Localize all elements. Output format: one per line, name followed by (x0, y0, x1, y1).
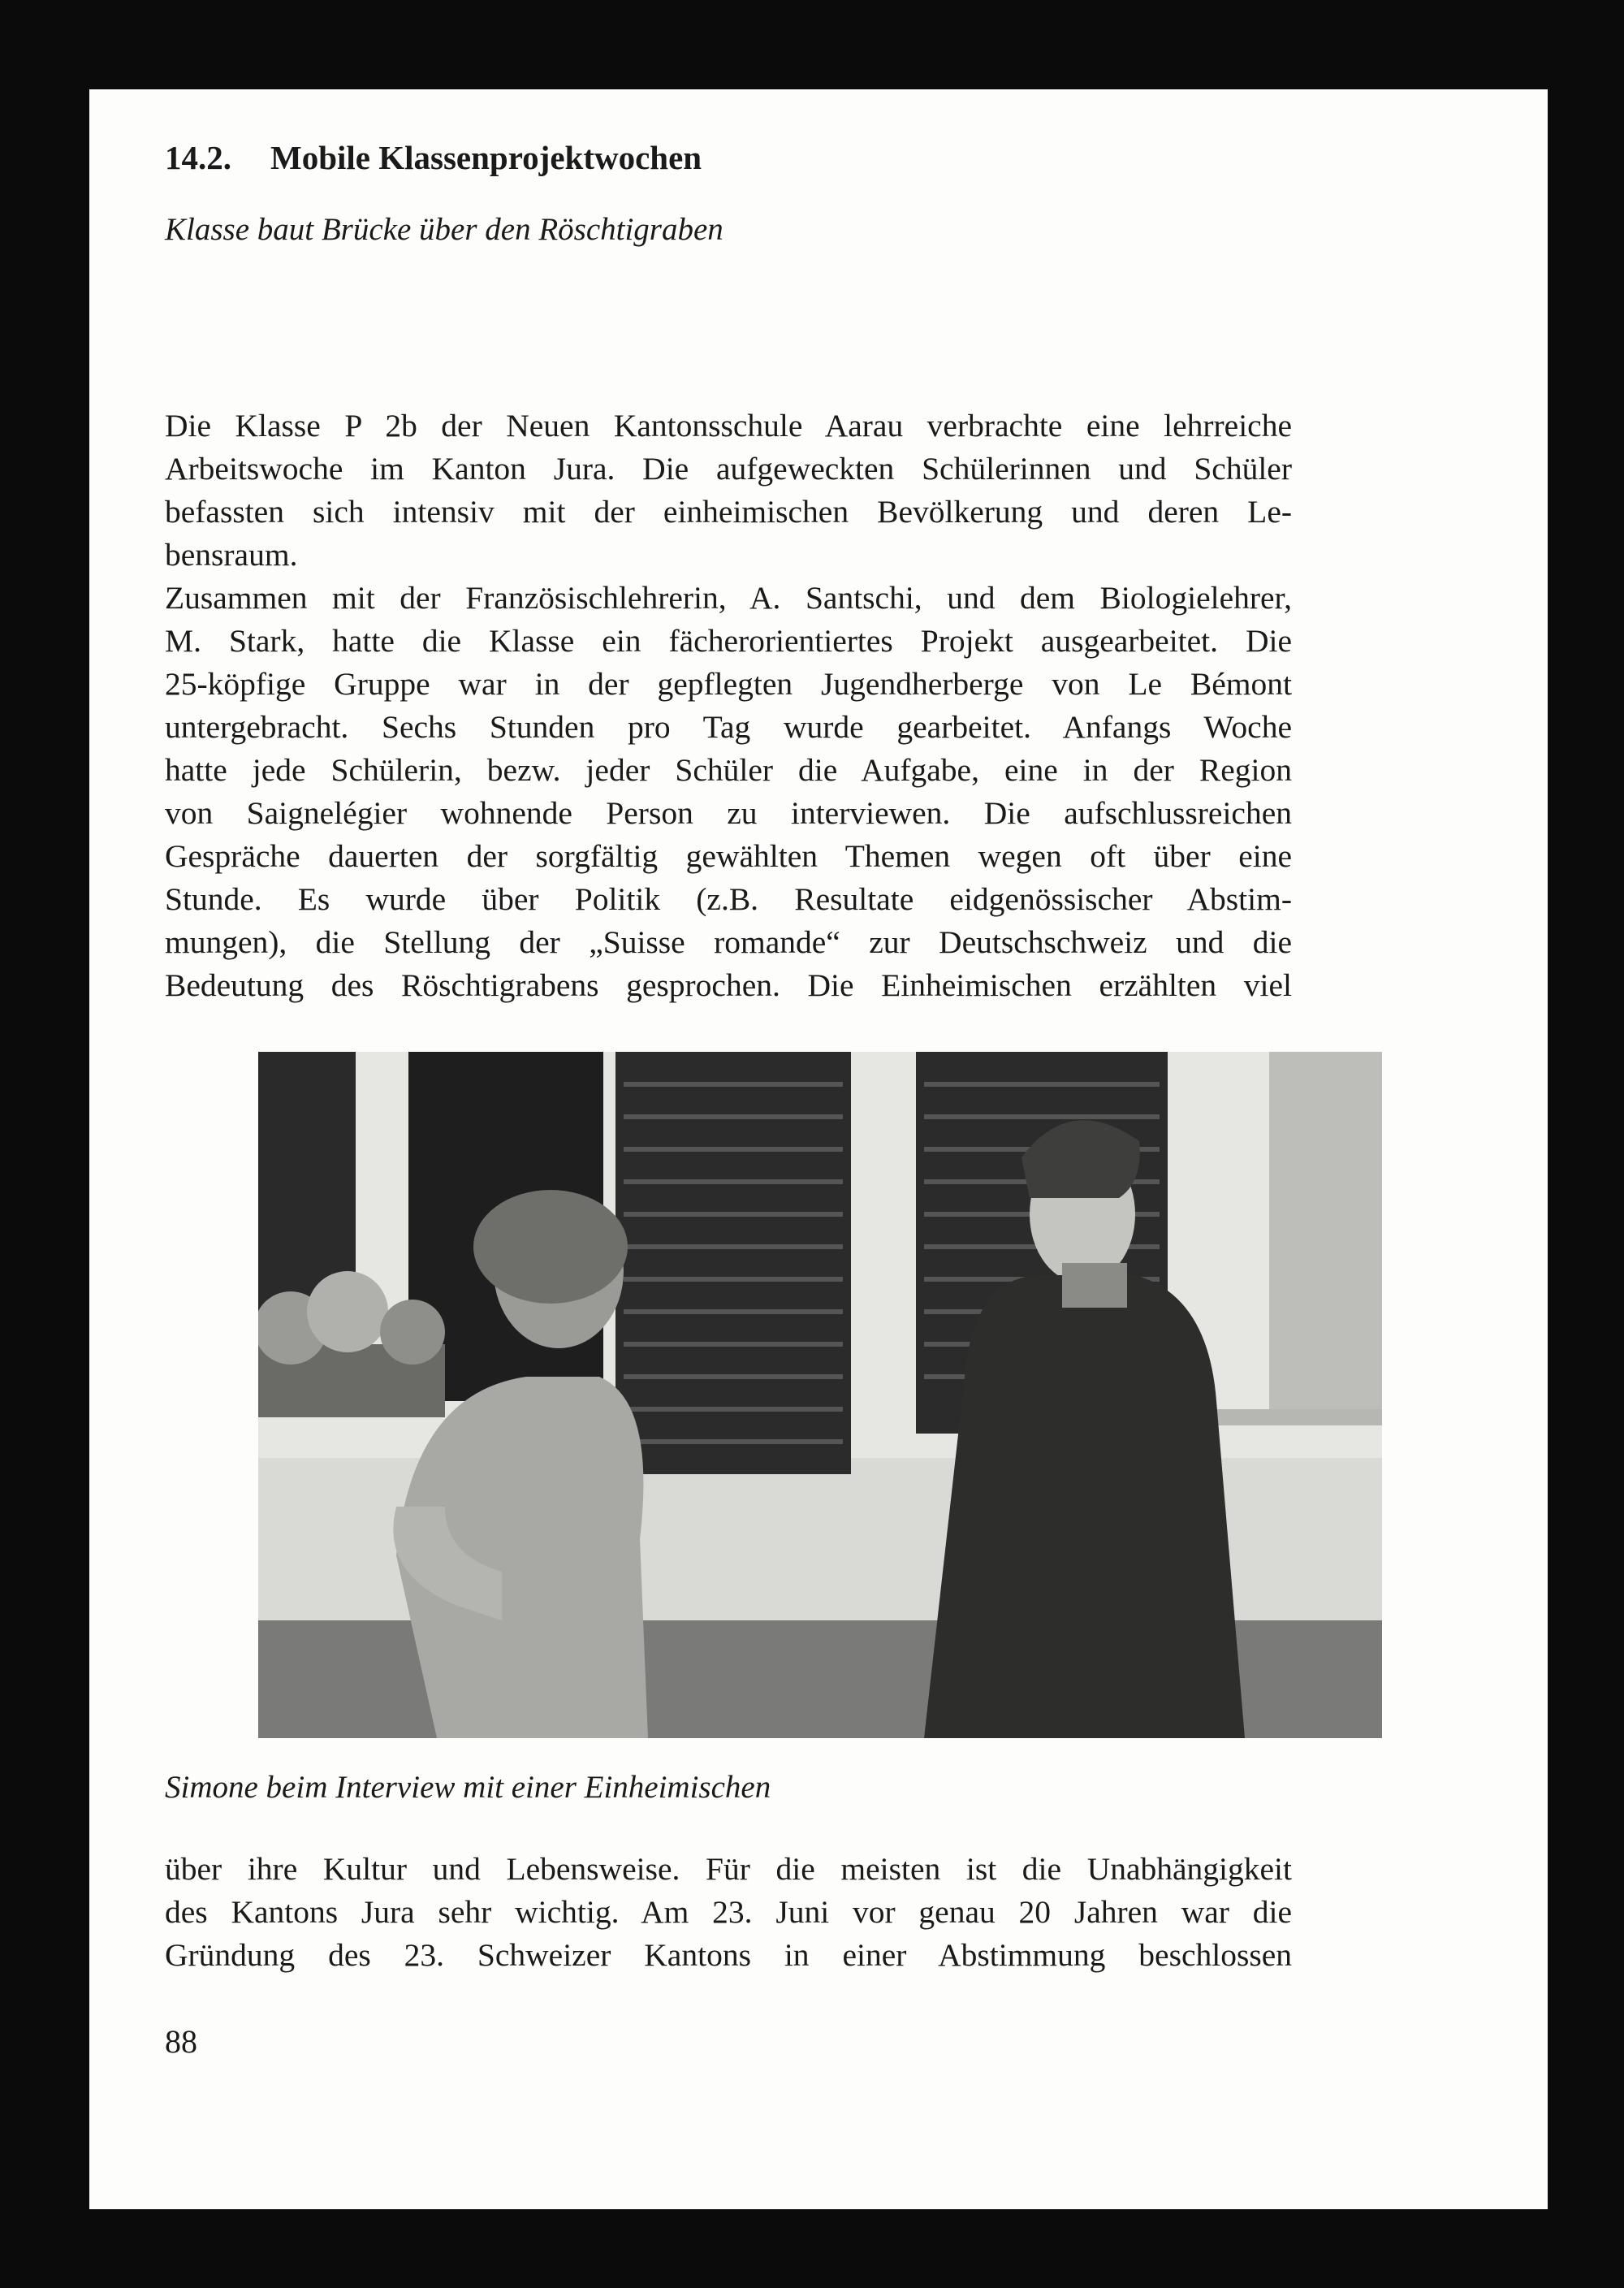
text-line: 25-köpfige Gruppe war in der gepflegten Jugendherberge von Le Bémont (165, 666, 1292, 702)
text-line: Bedeutung des Röschtigrabens gesprochen. Die Einheimischen erzählten viel (165, 967, 1292, 1003)
text-line: Zusammen mit der Französischlehrerin, A. Santschi, und dem Biologielehrer, (165, 580, 1292, 616)
interview-photo (258, 1052, 1382, 1738)
text-line: Gründung des 23. Schweizer Kantons in einer Abstimmung beschlossen (165, 1937, 1292, 1973)
text-line: mungen), die Stellung der „Suisse romande“ zur Deutschschweiz und die (165, 924, 1292, 960)
section-heading (165, 138, 702, 177)
text-line: M. Stark, hatte die Klasse ein fächerorientiertes Projekt ausgearbeitet. Die (165, 623, 1292, 659)
paragraph-1 (165, 404, 1292, 577)
text-line: Arbeitswoche im Kanton Jura. Die aufgeweckten Schülerinnen und Schüler (165, 451, 1292, 487)
photo-caption: Simone beim Interview mit einer Einheimischen (165, 1770, 771, 1805)
paragraph-3 (165, 1848, 1292, 1977)
text-line: des Kantons Jura sehr wichtig. Am 23. Juni vor genau 20 Jahren war die (165, 1894, 1292, 1930)
text-line: Stunde. Es wurde über Politik (z.B. Resultate eidgenössischer Abstim- (165, 881, 1292, 917)
page-number: 88 (165, 2023, 197, 2060)
text-line: über ihre Kultur und Lebensweise. Für die meisten ist die Unabhängigkeit (165, 1851, 1292, 1887)
article-subtitle: Klasse baut Brücke über den Röschtigraben (165, 212, 723, 247)
text-line: Gespräche dauerten der sorgfältig gewählten Themen wegen oft über eine (165, 838, 1292, 874)
section-title: Mobile Klassenprojektwochen (270, 139, 702, 176)
text-line: Die Klasse P 2b der Neuen Kantonsschule Aarau verbrachte eine lehrreiche (165, 408, 1292, 443)
text-line: von Saignelégier wohnende Person zu interviewen. Die aufschlussreichen (165, 795, 1292, 831)
photo-illustration (258, 1052, 1382, 1738)
text-line: befassten sich intensiv mit der einheimischen Bevölkerung und deren Le- (165, 494, 1292, 530)
text-line: hatte jede Schülerin, bezw. jeder Schüler die Aufgabe, eine in der Region (165, 752, 1292, 788)
paragraph-2 (165, 577, 1292, 1007)
text-line: bensraum. (165, 537, 298, 573)
section-number: 14.2. (165, 139, 231, 176)
text-line: untergebracht. Sechs Stunden pro Tag wurde gearbeitet. Anfangs Woche (165, 709, 1292, 745)
